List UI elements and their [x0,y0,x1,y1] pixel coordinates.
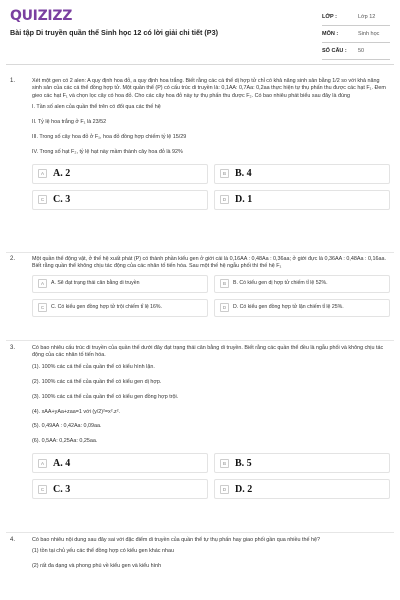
option-a[interactable] [32,164,208,184]
option-letter: B [220,279,229,288]
statement: (3). 100% các cá thể của quần thể có kiểu gen đồng hợp trội. [32,393,179,400]
page-header [0,0,400,60]
question-1 [10,78,390,210]
option-c[interactable] [32,479,208,499]
option-letter: C [38,195,47,204]
answer-options [32,164,390,210]
header-divider [6,64,394,65]
statement: (2) rất đa dạng và phong phú về kiểu gen và kiểu hình [32,563,162,570]
option-letter: A [38,279,47,288]
statement: I. Tần số alen của quần thể trên có đổi qua các thế hệ [32,104,161,111]
answer-options [32,275,390,317]
meta-row-class [322,9,390,26]
question-2 [10,256,390,317]
meta-key: SỐ CÂU : [322,48,347,54]
option-letter: D [220,195,229,204]
option-letter: D [220,485,229,494]
option-letter: C [38,485,47,494]
meta-value: Lớp 12 [358,14,376,20]
option-letter: B [220,459,229,468]
question-text: Một quần thể động vật, ở thế hệ xuất phát (P) có thành phần kiểu gen ở giới cái là 0,16AA : 0,48Aa : 0,36aa; ở giới đực là 0,36AA : 0,48Aa : 0,16aa. Biết rằng quần thể không chịu tác động của các nhân tố tiến hóa. Sau một thế hệ ngẫu phối thì thế hệ F₁ [32,256,386,270]
option-b[interactable] [214,453,390,473]
option-letter: A [38,169,47,178]
option-text: B. 4 [235,168,252,180]
option-letter: C [38,303,47,312]
option-text: C. Có kiểu gen đồng hợp tử trội chiếm tỉ lệ 16%. [51,304,162,311]
option-d[interactable] [214,299,390,317]
option-text: B. 5 [235,457,252,469]
question-number: 2. [10,256,16,262]
meta-key: MÔN : [322,31,339,37]
question-text: Có bao nhiêu nội dung sau đây sai với đặc điểm di truyền của quần thể tự thụ phấn hay giao phối gần qua nhiều thế hệ? [32,537,320,543]
question-divider [6,532,394,533]
option-d[interactable] [214,479,390,499]
option-text: B. Có kiểu gen dị hợp tử chiếm tỉ lệ 52%. [233,280,328,287]
question-text: Xét một gen có 2 alen: A quy định hoa đỏ, a quy định hoa trắng. Biết rằng các cá thể dị hợp tử chỉ có khả năng sinh sản bằng 1/2 so với khả năng sinh sản của các cá thể đồng hợp tử. Một quần thể (P) có cấu trúc di truyền là: 0,1AA: 0,7Aa: 0,2aa thực hiện tự thụ phấn thu được các hạt F₁. Đem gieo các hạt F₁ và chọn lọc cây có hoa đỏ. Cho các cây hoa đỏ này tự thụ phấn thu được F₂. Có bao nhiêu phát biểu sau đây là đúng [32,78,386,99]
meta-key: LỚP : [322,14,337,20]
option-a[interactable] [32,453,208,473]
question-number: 4. [10,537,16,543]
question-divider [6,252,394,253]
option-text: A. Sẽ đạt trạng thái cân bằng di truyền [51,280,140,287]
option-text: A. 4 [53,457,71,469]
option-letter: B [220,169,229,178]
statement: (2). 100% các cá thể của quần thể có kiểu gen dị hợp. [32,378,162,385]
quizizz-logo: QUIZIZZ [10,8,73,24]
meta-value: 50 [358,48,365,54]
option-b[interactable] [214,164,390,184]
question-number: 1. [10,78,16,84]
statement: (1) tồn tại chủ yếu các thể đồng hợp có kiểu gen khác nhau [32,548,174,555]
statement: (6). 0,5AA: 0,25Aa: 0,25aa. [32,438,98,445]
option-text: C. 3 [53,483,71,495]
option-text: D. 1 [235,194,253,206]
option-text: D. Có kiểu gen đồng hợp tử lặn chiếm tỉ lệ 25%. [233,304,344,311]
meta-value: Sinh học [358,31,380,37]
statement: III. Trong số cây hoa đỏ ở F₁, hoa đỏ đồng hợp chiếm tỷ lệ 15/29 [32,134,187,141]
option-letter: A [38,459,47,468]
meta-row-subject [322,26,390,43]
question-4 [10,537,390,578]
question-3 [10,345,390,499]
statement: II. Tỷ lệ hoa trắng ở F₁ là 23/52 [32,119,107,126]
option-a[interactable] [32,275,208,293]
option-d[interactable] [214,190,390,210]
option-c[interactable] [32,299,208,317]
statement: (5). 0,49AA : 0,42Aa: 0,09aa. [32,423,102,430]
option-text: D. 2 [235,483,253,495]
option-b[interactable] [214,275,390,293]
question-divider [6,340,394,341]
question-number: 3. [10,345,16,351]
meta-box [322,9,390,60]
option-c[interactable] [32,190,208,210]
option-text: A. 2 [53,168,71,180]
option-letter: D [220,303,229,312]
page-title: Bài tập Di truyền quần thể Sinh học 12 có lời giải chi tiết (P3) [10,28,218,37]
question-text: Có bao nhiêu cấu trúc di truyền của quần thể dưới đây đạt trạng thái cân bằng di truyền. Biết rằng các quần thể đều là ngẫu phối và không chịu tác động của các nhân tố tiến hóa. [32,345,384,359]
meta-row-count [322,43,390,60]
answer-options [32,453,390,499]
statement: (4). xAA+yAa+zaa=1 với (y/2)²=x².z². [32,408,121,415]
statement: (1). 100% các cá thể của quần thể có kiểu hình lặn. [32,363,155,370]
statement: IV. Trong số hạt F₂, tỷ lệ hạt này mầm thành cây hoa đỏ là 92% [32,148,183,155]
option-text: C. 3 [53,194,71,206]
